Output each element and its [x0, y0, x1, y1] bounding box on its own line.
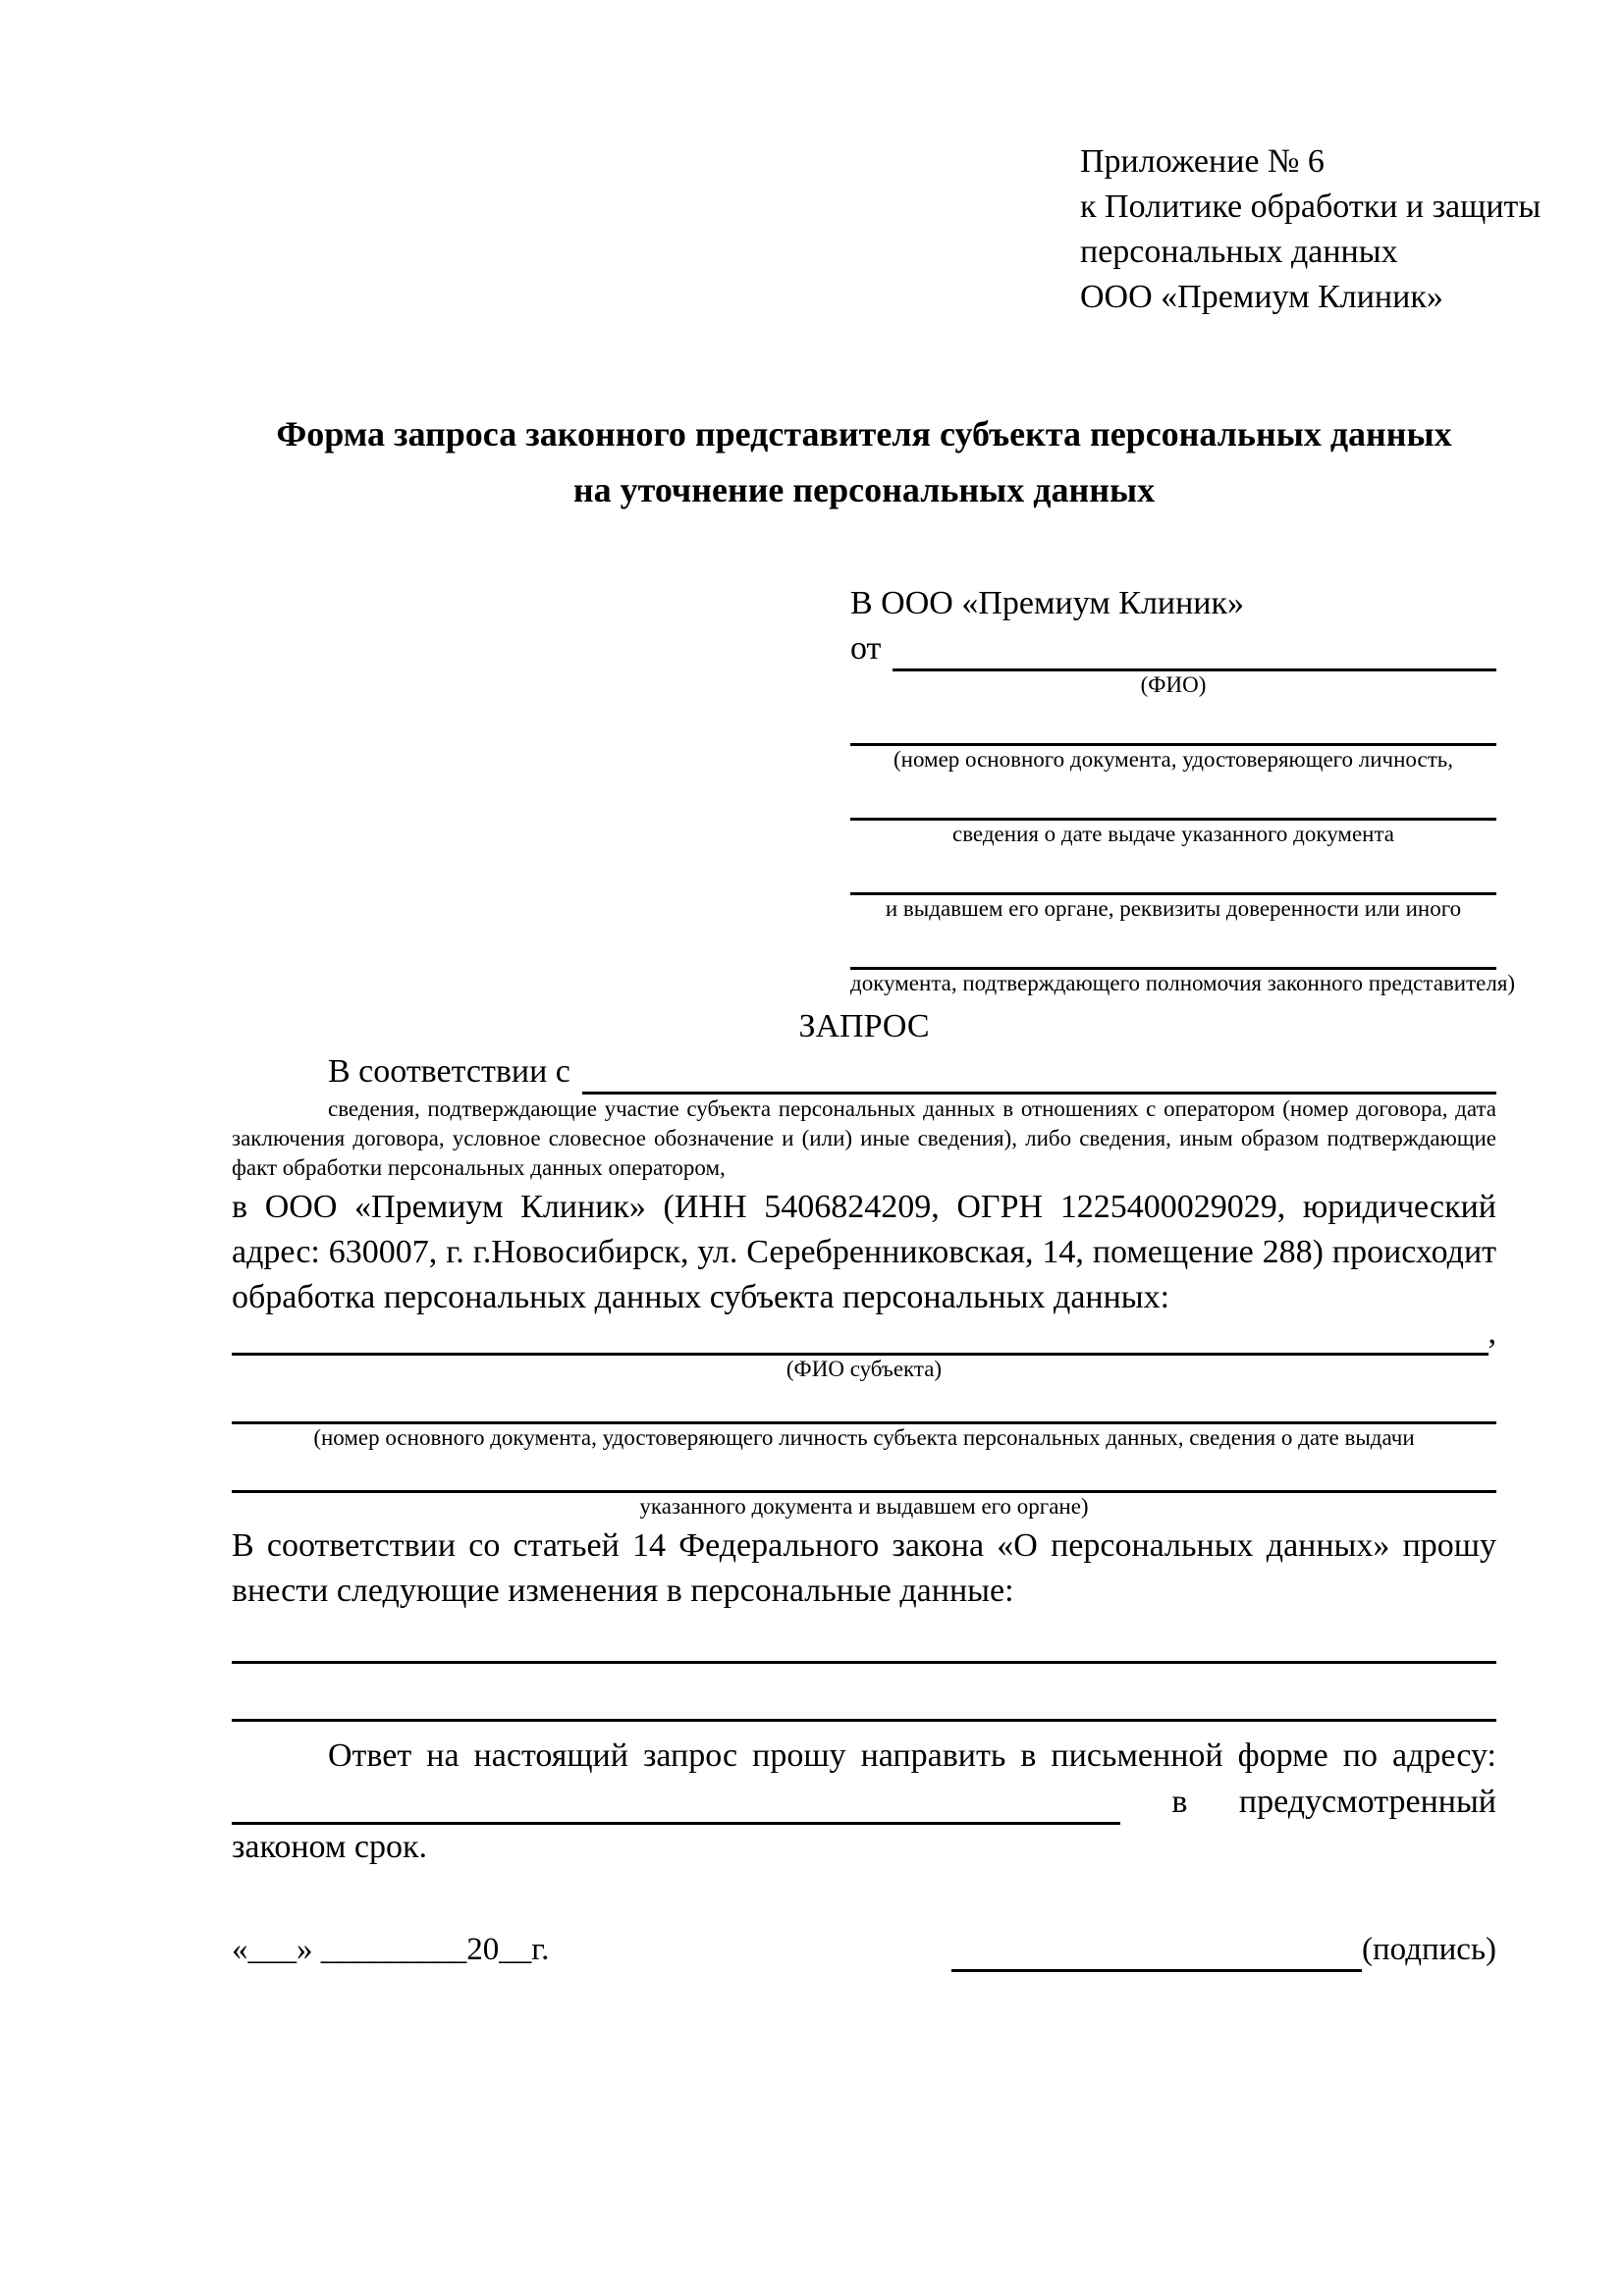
document-content	[232, 139, 1542, 1972]
subject-doc-caption-1: (номер основного документа, удостоверяющего личность субъекта персональных данных, сведения о дате выдачи	[313, 1425, 1415, 1450]
signature-caption: (подпись)	[1362, 1932, 1496, 1967]
subject-doc-authority-blank-line	[232, 1451, 1496, 1493]
appendix-line: персональных данных	[1080, 234, 1398, 270]
changes-blank-line-1	[232, 1614, 1496, 1664]
signature-blank-line	[951, 1930, 1362, 1972]
from-label: от	[850, 630, 882, 667]
fio-caption: (ФИО)	[1140, 672, 1207, 697]
accordance-prefix: В соответствии с	[328, 1053, 570, 1090]
addressee-organization: В ООО «Премиум Клиник»	[850, 585, 1245, 621]
accordance-footnote: сведения, подтверждающие участие субъекта персональных данных в отношениях с оператором (номер договора, дата заключения договора, условное словесное обозначение и (или) иные сведения), либо сведения, иным образом подтверждающие факт обработки персональных данных оператором,	[232, 1096, 1496, 1180]
representative-doc-caption: (номер основного документа, удостоверяющего личность,	[893, 747, 1453, 772]
authority-doc-caption: документа, подтверждающего полномочия законного представителя)	[850, 971, 1516, 995]
appendix-line: Приложение № 6	[1080, 143, 1325, 180]
answer-word-predusmotrennyj: предусмотренный	[1238, 1784, 1496, 1820]
subject-doc-caption-2: указанного документа и выдавшем его органе)	[639, 1494, 1089, 1519]
appendix-line: к Политике обработки и защиты	[1080, 188, 1542, 225]
doc-issue-date-blank-line	[850, 773, 1496, 821]
from-field	[850, 626, 1496, 671]
operator-paragraph: в ООО «Премиум Клиник» (ИНН 5406824209, ОГРН 1225400029029, юридический адрес: 630007, г. г.Новосибирск, ул. Серебренниковская, 14, помещение 288) происходит обработка персональных данных субъекта персональных данных:	[232, 1189, 1496, 1315]
accordance-field	[232, 1049, 1496, 1095]
authority-doc-blank-line	[850, 922, 1496, 970]
appendix-line: ООО «Премиум Клиник»	[1080, 279, 1443, 315]
doc-authority-blank-line	[850, 847, 1496, 895]
date-field: «___» _________20__г.	[232, 1932, 550, 1967]
representative-doc-blank-line	[850, 698, 1496, 746]
appendix-block	[1080, 139, 1542, 320]
addressee-block	[850, 581, 1516, 996]
document-title	[232, 406, 1496, 518]
answer-address-field	[232, 1779, 1496, 1825]
subject-doc-blank-line	[232, 1382, 1496, 1424]
footer-row	[232, 1927, 1496, 1972]
changes-blank-line-2	[232, 1664, 1496, 1722]
title-line-1: Форма запроса законного представителя субъекта персональных данных	[276, 414, 1452, 454]
signature-field	[951, 1927, 1496, 1972]
answer-word-v: в	[1171, 1784, 1188, 1820]
answer-tail: законом срок.	[232, 1829, 427, 1865]
law-paragraph: В соответствии со статьей 14 Федерального закона «О персональных данных» прошу внести следующие изменения в персональные данные:	[232, 1527, 1496, 1609]
request-heading: ЗАПРОС	[798, 1008, 930, 1044]
doc-issue-date-caption: сведения о дате выдаче указанного документа	[951, 822, 1395, 846]
trailing-comma: ,	[1488, 1314, 1496, 1351]
subject-fio-caption: (ФИО субъекта)	[785, 1357, 943, 1381]
subject-fio-field	[232, 1314, 1496, 1356]
answer-intro: Ответ на настоящий запрос прошу направить в письменной форме по адресу:	[328, 1737, 1496, 1774]
doc-authority-caption: и выдавшем его органе, реквизиты доверенности или иного	[885, 896, 1462, 921]
title-line-2: на уточнение персональных данных	[572, 470, 1156, 509]
